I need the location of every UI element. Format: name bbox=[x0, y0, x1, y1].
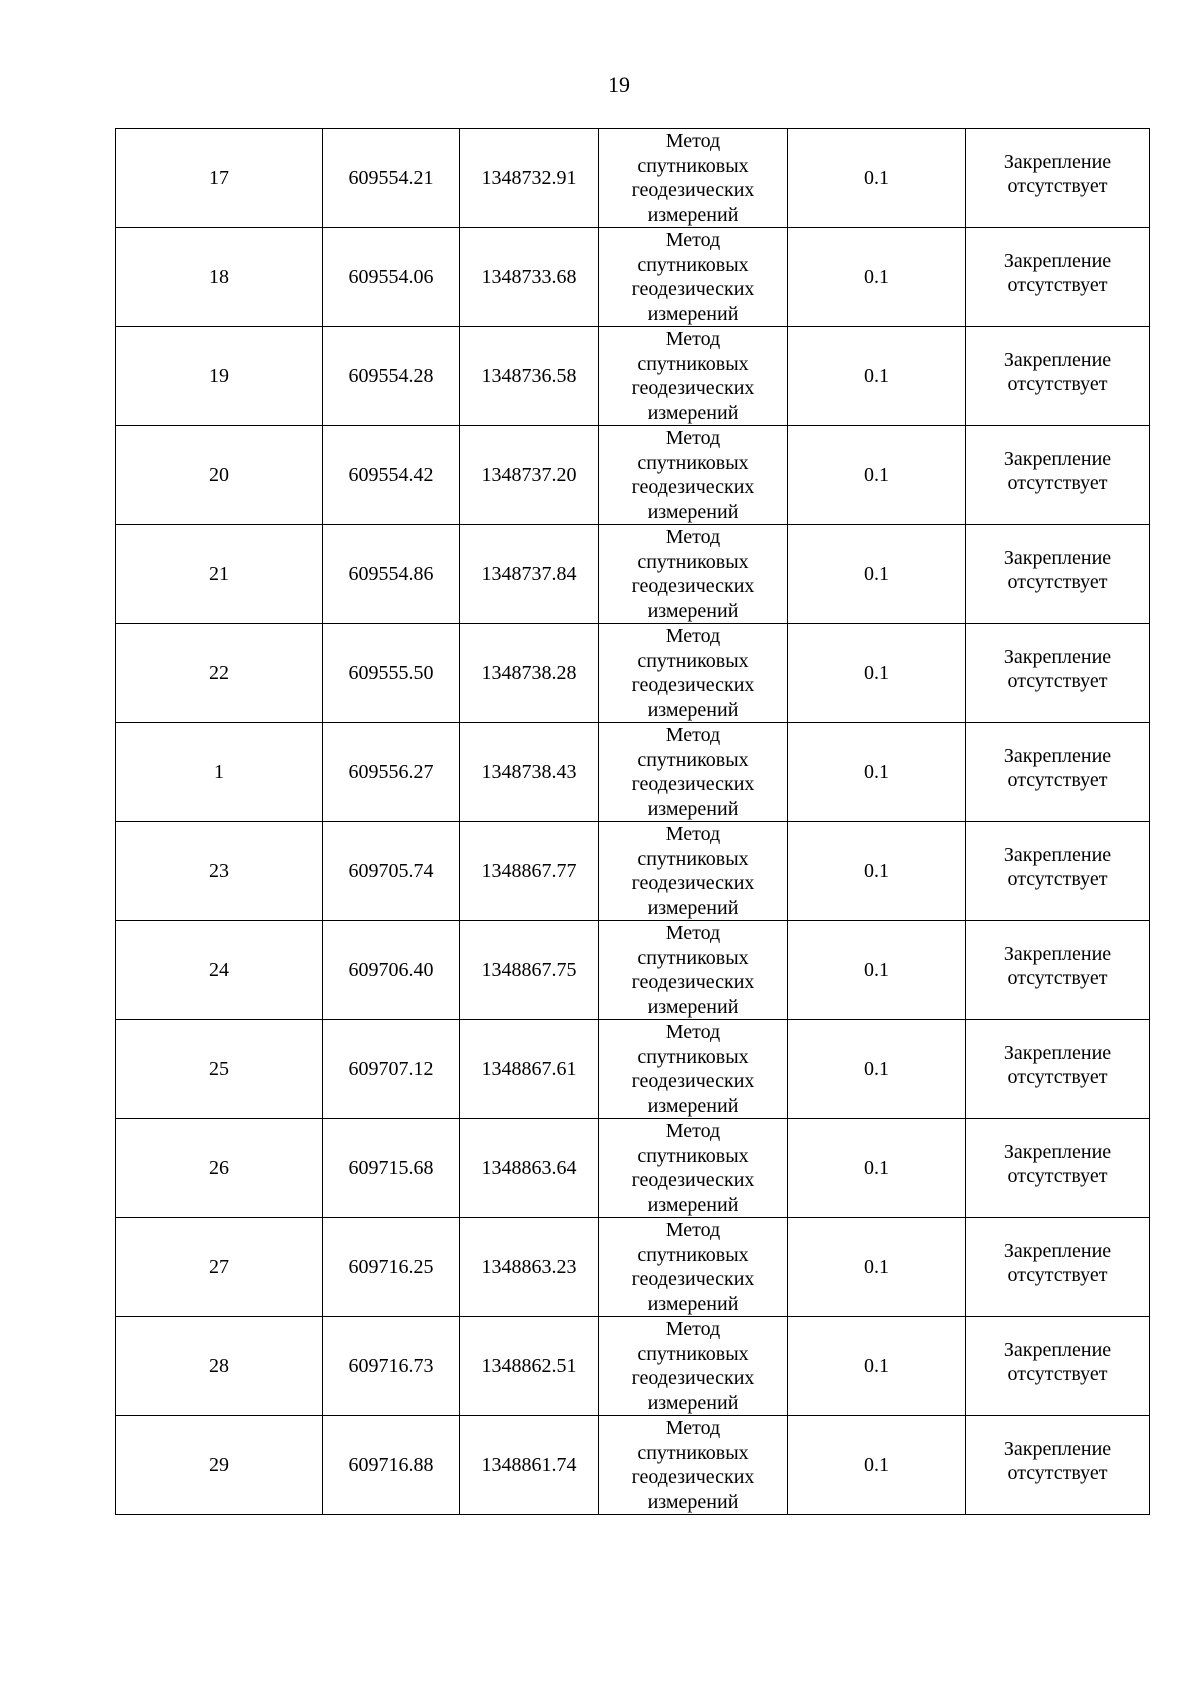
table-row bbox=[116, 1416, 1150, 1515]
point-number-cell: 18 bbox=[116, 228, 323, 327]
table-row bbox=[116, 129, 1150, 228]
accuracy-cell: 0.1 bbox=[788, 921, 966, 1020]
fixing-description-cell: Закрепление отсутствует bbox=[966, 1119, 1150, 1218]
table-row bbox=[116, 1020, 1150, 1119]
coordinate-x-cell: 609554.86 bbox=[323, 525, 460, 624]
point-number-cell: 27 bbox=[116, 1218, 323, 1317]
point-number-cell: 23 bbox=[116, 822, 323, 921]
coordinate-y-cell: 1348861.74 bbox=[460, 1416, 599, 1515]
coordinate-x-cell: 609554.42 bbox=[323, 426, 460, 525]
fixing-description-cell: Закрепление отсутствует bbox=[966, 1317, 1150, 1416]
accuracy-cell: 0.1 bbox=[788, 624, 966, 723]
point-number-cell: 17 bbox=[116, 129, 323, 228]
coordinate-y-cell: 1348738.28 bbox=[460, 624, 599, 723]
coordinate-x-cell: 609707.12 bbox=[323, 1020, 460, 1119]
coordinate-x-cell: 609556.27 bbox=[323, 723, 460, 822]
method-cell: Метод спутниковых геодезических измерений bbox=[599, 525, 788, 624]
accuracy-cell: 0.1 bbox=[788, 525, 966, 624]
table-row bbox=[116, 1218, 1150, 1317]
table-row bbox=[116, 1119, 1150, 1218]
coordinate-x-cell: 609555.50 bbox=[323, 624, 460, 723]
method-cell: Метод спутниковых геодезических измерений bbox=[599, 426, 788, 525]
coordinate-y-cell: 1348733.68 bbox=[460, 228, 599, 327]
table-row bbox=[116, 525, 1150, 624]
table-row bbox=[116, 723, 1150, 822]
method-cell: Метод спутниковых геодезических измерений bbox=[599, 723, 788, 822]
method-cell: Метод спутниковых геодезических измерений bbox=[599, 1317, 788, 1416]
method-cell: Метод спутниковых геодезических измерений bbox=[599, 327, 788, 426]
fixing-description-cell: Закрепление отсутствует bbox=[966, 1416, 1150, 1515]
method-cell: Метод спутниковых геодезических измерений bbox=[599, 1218, 788, 1317]
page-number: 19 bbox=[608, 72, 630, 97]
coordinate-x-cell: 609706.40 bbox=[323, 921, 460, 1020]
fixing-description-cell: Закрепление отсутствует bbox=[966, 525, 1150, 624]
coordinate-y-cell: 1348867.77 bbox=[460, 822, 599, 921]
table-row bbox=[116, 822, 1150, 921]
accuracy-cell: 0.1 bbox=[788, 129, 966, 228]
fixing-description-cell: Закрепление отсутствует bbox=[966, 129, 1150, 228]
point-number-cell: 26 bbox=[116, 1119, 323, 1218]
table-row bbox=[116, 624, 1150, 723]
fixing-description-cell: Закрепление отсутствует bbox=[966, 822, 1150, 921]
table-row bbox=[116, 228, 1150, 327]
coordinate-y-cell: 1348863.64 bbox=[460, 1119, 599, 1218]
coordinate-y-cell: 1348732.91 bbox=[460, 129, 599, 228]
fixing-description-cell: Закрепление отсутствует bbox=[966, 1020, 1150, 1119]
coordinate-y-cell: 1348867.61 bbox=[460, 1020, 599, 1119]
table-row bbox=[116, 921, 1150, 1020]
coordinate-y-cell: 1348863.23 bbox=[460, 1218, 599, 1317]
coordinate-y-cell: 1348867.75 bbox=[460, 921, 599, 1020]
point-number-cell: 19 bbox=[116, 327, 323, 426]
point-number-cell: 21 bbox=[116, 525, 323, 624]
point-number-cell: 28 bbox=[116, 1317, 323, 1416]
coordinate-x-cell: 609554.21 bbox=[323, 129, 460, 228]
coordinate-y-cell: 1348736.58 bbox=[460, 327, 599, 426]
accuracy-cell: 0.1 bbox=[788, 1218, 966, 1317]
method-cell: Метод спутниковых геодезических измерений bbox=[599, 624, 788, 723]
coordinate-x-cell: 609554.06 bbox=[323, 228, 460, 327]
fixing-description-cell: Закрепление отсутствует bbox=[966, 723, 1150, 822]
point-number-cell: 22 bbox=[116, 624, 323, 723]
coordinate-x-cell: 609716.25 bbox=[323, 1218, 460, 1317]
accuracy-cell: 0.1 bbox=[788, 1119, 966, 1218]
fixing-description-cell: Закрепление отсутствует bbox=[966, 327, 1150, 426]
fixing-description-cell: Закрепление отсутствует bbox=[966, 228, 1150, 327]
coordinate-y-cell: 1348862.51 bbox=[460, 1317, 599, 1416]
point-number-cell: 1 bbox=[116, 723, 323, 822]
method-cell: Метод спутниковых геодезических измерений bbox=[599, 921, 788, 1020]
method-cell: Метод спутниковых геодезических измерений bbox=[599, 1020, 788, 1119]
coordinates-table-body bbox=[116, 129, 1150, 1515]
point-number-cell: 29 bbox=[116, 1416, 323, 1515]
point-number-cell: 20 bbox=[116, 426, 323, 525]
accuracy-cell: 0.1 bbox=[788, 228, 966, 327]
coordinates-table bbox=[115, 128, 1150, 1515]
point-number-cell: 24 bbox=[116, 921, 323, 1020]
accuracy-cell: 0.1 bbox=[788, 723, 966, 822]
method-cell: Метод спутниковых геодезических измерений bbox=[599, 822, 788, 921]
accuracy-cell: 0.1 bbox=[788, 1317, 966, 1416]
coordinate-x-cell: 609716.88 bbox=[323, 1416, 460, 1515]
accuracy-cell: 0.1 bbox=[788, 1416, 966, 1515]
accuracy-cell: 0.1 bbox=[788, 1020, 966, 1119]
coordinate-y-cell: 1348737.20 bbox=[460, 426, 599, 525]
method-cell: Метод спутниковых геодезических измерений bbox=[599, 228, 788, 327]
accuracy-cell: 0.1 bbox=[788, 327, 966, 426]
method-cell: Метод спутниковых геодезических измерений bbox=[599, 1416, 788, 1515]
fixing-description-cell: Закрепление отсутствует bbox=[966, 921, 1150, 1020]
accuracy-cell: 0.1 bbox=[788, 426, 966, 525]
table-row bbox=[116, 426, 1150, 525]
coordinate-y-cell: 1348738.43 bbox=[460, 723, 599, 822]
coordinate-x-cell: 609716.73 bbox=[323, 1317, 460, 1416]
fixing-description-cell: Закрепление отсутствует bbox=[966, 1218, 1150, 1317]
fixing-description-cell: Закрепление отсутствует bbox=[966, 624, 1150, 723]
method-cell: Метод спутниковых геодезических измерений bbox=[599, 129, 788, 228]
point-number-cell: 25 bbox=[116, 1020, 323, 1119]
coordinate-x-cell: 609715.68 bbox=[323, 1119, 460, 1218]
coordinate-x-cell: 609554.28 bbox=[323, 327, 460, 426]
table-row bbox=[116, 1317, 1150, 1416]
table-row bbox=[116, 327, 1150, 426]
coordinate-x-cell: 609705.74 bbox=[323, 822, 460, 921]
fixing-description-cell: Закрепление отсутствует bbox=[966, 426, 1150, 525]
coordinate-y-cell: 1348737.84 bbox=[460, 525, 599, 624]
method-cell: Метод спутниковых геодезических измерений bbox=[599, 1119, 788, 1218]
accuracy-cell: 0.1 bbox=[788, 822, 966, 921]
